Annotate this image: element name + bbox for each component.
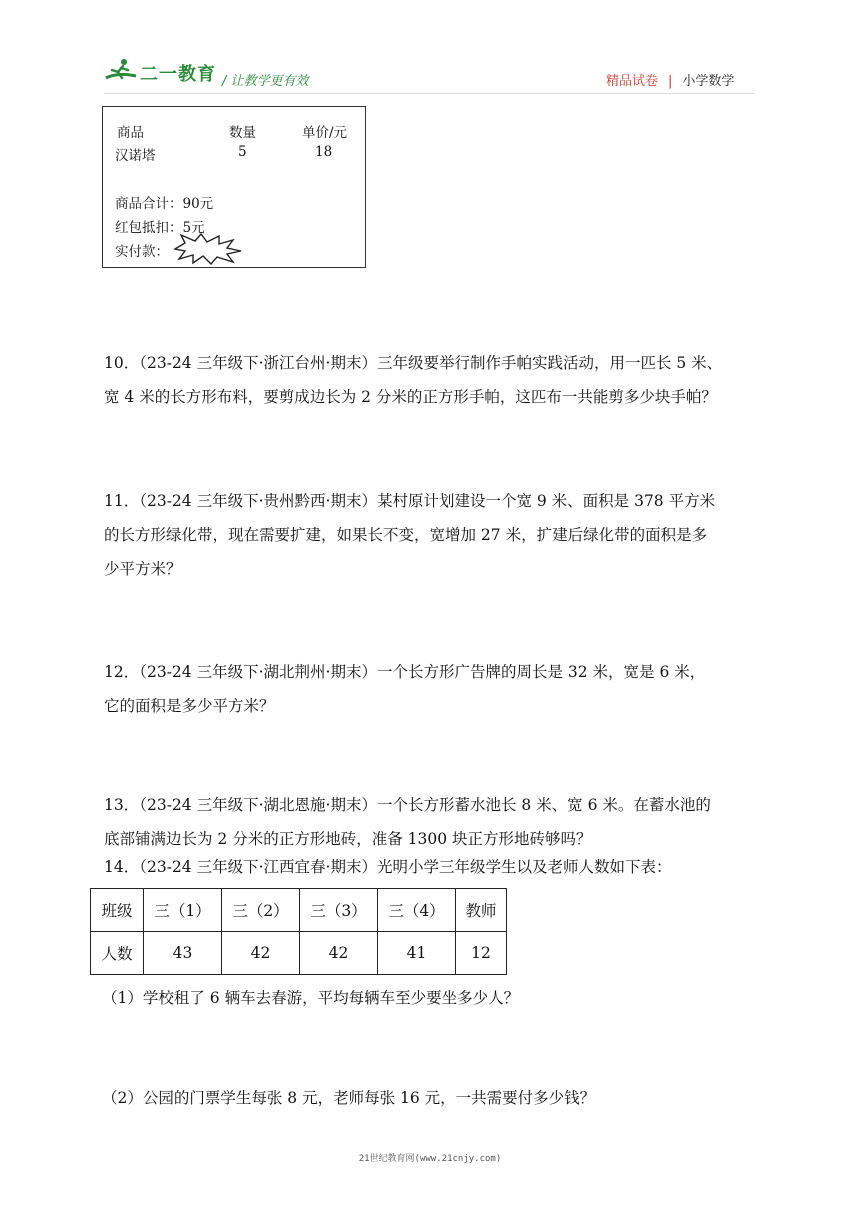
receipt-discount: 红包抵扣：5元 (115, 220, 205, 236)
question-10-line-2: 宽 4 米的长方形布料，要剪成边长为 2 分米的正方形手帕，这匹布一共能剪多少块手帕？ (104, 388, 717, 406)
question-11-line-3: 少平方米？ (104, 560, 182, 578)
question-10-line-1: 10．（23-24 三年级下·浙江台州·期末）三年级要举行制作手帕实践活动，用一匹长 5 米、 (104, 354, 723, 372)
question-13 (104, 788, 764, 856)
receipt-item-name: 汉诺塔 (115, 148, 156, 164)
receipt-box (102, 106, 366, 268)
question-12-line-2: 它的面积是多少平方米？ (104, 697, 275, 715)
question-14 (104, 850, 764, 884)
question-14-line-1: 14．（23-24 三年级下·江西宜春·期末）光明小学三年级学生以及老师人数如下表： (104, 858, 672, 876)
question-14-part-2-text: （2）公园的门票学生每张 8 元，老师每张 16 元，一共需要付多少钱？ (102, 1089, 596, 1107)
question-13-line-1: 13．（23-24 三年级下·湖北恩施·期末）一个长方形蓄水池长 8 米、宽 6 米。在蓄水池的 (104, 796, 711, 814)
table-header-cell: 三（1） (144, 889, 222, 932)
table-cell: 人数 (91, 932, 144, 975)
receipt-subtotal: 商品合计：90元 (115, 196, 214, 212)
table-header-cell: 三（2） (222, 889, 300, 932)
table-row (91, 932, 507, 975)
table-cell: 42 (222, 932, 300, 975)
hidden-amount-burst-icon (173, 233, 243, 265)
question-11-line-2: 的长方形绿化带，现在需要扩建，如果长不变，宽增加 27 米，扩建后绿化带的面积是多 (104, 526, 708, 544)
header-divider (104, 93, 754, 94)
logo-text: 二一教育 (140, 64, 216, 85)
table-cell: 42 (300, 932, 378, 975)
table-cell: 12 (456, 932, 507, 975)
header-slogan: / 让教学更有效 (222, 74, 309, 89)
table-header-cell: 教师 (456, 889, 507, 932)
question-14-part-1 (102, 981, 762, 1015)
receipt-paid-label: 实付款： (115, 244, 169, 260)
question-10 (104, 346, 764, 414)
receipt-col-price: 单价/元 (302, 125, 348, 141)
question-13-line-2: 底部铺满边长为 2 分米的正方形地砖，准备 1300 块正方形地砖够吗？ (104, 830, 592, 848)
header-tags (606, 70, 734, 89)
question-12 (104, 655, 764, 723)
tag-separator: | (668, 74, 673, 89)
table-cell: 43 (144, 932, 222, 975)
question-11 (104, 484, 764, 586)
class-count-table (90, 888, 507, 975)
page-footer: 21世纪教育网(www.21cnjy.com) (358, 1154, 502, 1164)
question-11-line-1: 11．（23-24 三年级下·贵州黔西·期末）某村原计划建设一个宽 9 米、面积是 378 平方米 (104, 492, 716, 510)
table-cell: 41 (378, 932, 456, 975)
table-header-cell: 三（3） (300, 889, 378, 932)
receipt-item-qty: 5 (238, 144, 247, 160)
receipt-item-price: 18 (315, 144, 333, 160)
tag-premium: 精品试卷 (606, 74, 659, 89)
table-header-row (91, 889, 507, 932)
table-header-cell: 三（4） (378, 889, 456, 932)
question-14-part-2 (102, 1081, 762, 1115)
receipt-col-item: 商品 (117, 125, 144, 141)
receipt-col-qty: 数量 (229, 125, 256, 141)
question-12-line-1: 12．（23-24 三年级下·湖北荆州·期末）一个长方形广告牌的周长是 32 米，宽是 6 米， (104, 663, 706, 681)
question-14-part-1-text: （1）学校租了 6 辆车去春游，平均每辆车至少要坐多少人？ (102, 989, 520, 1007)
table-header-cell: 班级 (91, 889, 144, 932)
tag-subject: 小学数学 (682, 74, 735, 89)
logo-runner-icon (104, 58, 138, 84)
